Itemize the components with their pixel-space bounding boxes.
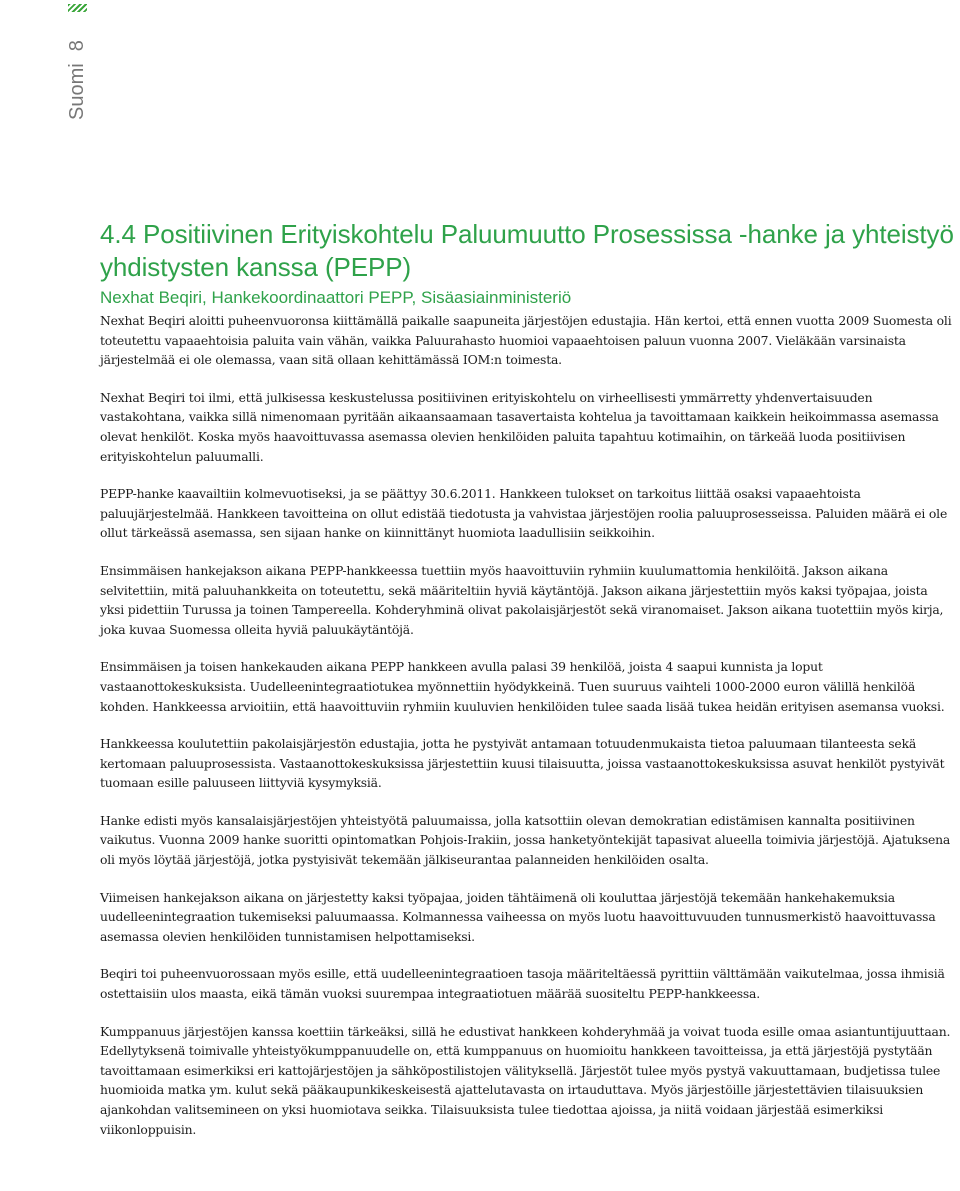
paragraph: PEPP-hanke kaavailtiin kolmevuotiseksi, ja se päättyy 30.6.2011. Hankkeen tulokset on tarkoitus liittää osaksi vapaaehtoista paluujärjestelmää. Hankkeen tavoitteina on ollut edistää tiedotusta ja vahvistaa järjestöjen roolia paluuprosesseissa. Paluiden määrä ei ole ollut tärkeässä asemassa, sen sijaan hanke on kiinnittänyt huomiota laadullisiin seikkoihin. [100,486,948,541]
header-decoration-bar [68,4,87,12]
paragraph: Viimeisen hankejakson aikana on järjestetty kaksi työpajaa, joiden tähtäimenä oli kouluttaa järjestöjä tekemään hankehakemuksia uudelleenintegraation tukemiseksi paluumaassa. Kolmannessa vaiheessa on myös luotu haavoittuvuuden tunnusmerkistö haavoittuvassa asemassa olevien henkilöiden tunnistamisen helpottamiseksi. [100,889,936,944]
section-subtitle: Nexhat Beqiri, Hankekoordinaattori PEPP, Sisäasiainministeriö [100,288,572,307]
paragraph: Kumppanuus järjestöjen kanssa koettiin tärkeäksi, sillä he edustivat hankkeen kohderyhmää ja voivat tuoda esille omaa asiantuntijuuttaan. Edellytyksenä toimivalle yhteistyökumppanuudelle on, että kumppanuus on huomioitu hankkeen tavoitteissa, ja että järjestöjä pystytään tavoittamaan esimerkiksi eri kattojärjestöjen ja sähköpostilistojen välityksellä. Järjestöt tulee myös pystyä vakuuttamaan, budjetissa tulee huomioida matka ym. kulut sekä pääkaupunkikeskeisestä ajattelutavasta on irtauduttava. Myös järjestöille järjestettävien tilaisuuksien ajankohdan valitsemineen on yksi huomiotava seikka. Tilaisuuksista tulee tiedottaa ajoissa, ja niitä voidaan järjestää esimerkiksi viikonloppuisin. [100,1023,951,1137]
paragraph: Hankkeessa koulutettiin pakolaisjärjestön edustajia, jotta he pystyivät antamaan totuudenmukaista tietoa paluumaan tilanteesta sekä kertomaan paluuprosessista. Vastaanottokeskuksissa järjestettiin kuusi tilaisuutta, joissa vastaanottokeskuksissa asuvat henkilöt pystyivät tuomaan esille paluuseen liittyviä kysymyksiä. [100,736,945,791]
paragraph: Hanke edisti myös kansalaisjärjestöjen yhteistyötä paluumaissa, jolla katsottiin olevan demokratian edistämisen kannalta positiivinen vaikutus. Vuonna 2009 hanke suoritti opintomatkan Pohjois-Irakiin, jossa hanketyöntekijät tapasivat alueella toimivia järjestöjä. Ajatuksena oli myös löytää järjestöjä, jotka pystyisivät tekemään jälkiseurantaa palanneiden henkilöiden osalta. [100,812,951,868]
page-header-vertical [66,40,89,120]
article [100,218,954,1157]
language-label: Suomi [66,63,88,120]
paragraph: Beqiri toi puheenvuorossaan myös esille, että uudelleenintegraatioen tasoja määriteltäessä pyrittiin välttämään vaikutelmaa, jossa ihmisiä ostettaisiin ulos maasta, eikä tämän vuoksi suurempaa integraatiotuen määrää suositeltu PEPP-hankkeessa. [100,966,945,1002]
section-title: 4.4 Positiivinen Erityiskohtelu Paluumuutto Prosessissa -hanke ja yhteistyö yhdistysten kanssa (PEPP) [100,219,954,282]
paragraph: Ensimmäisen ja toisen hankekauden aikana PEPP hankkeen avulla palasi 39 henkilöä, joista 4 saapui kunnista ja loput vastaanottokeskuksista. Uudelleenintegraatiotukea myönnettiin hyödykkeinä. Tuen suuruus vaihteli 1000-2000 euron välillä henkilöä kohden. Hankkeessa arvioitiin, että haavoittuviin ryhmiin kuuluvien henkilöiden tulee saada lisää tukea heidän erityisen asemansa vuoksi. [100,659,945,714]
paragraph: Ensimmäisen hankejakson aikana PEPP-hankkeessa tuettiin myös haavoittuviin ryhmiin kuulumattomia henkilöitä. Jakson aikana selvitettiin, mitä paluuhankkeita on toteutettu, sekä määriteltiin hyviä käytäntöjä. Jakson aikana järjestettiin myös kaksi työpajaa, joista yksi pidettiin Turussa ja toinen Tampereella. Kohderyhminä olivat pakolaisjärjestöt sekä viranomaiset. Jakson aikana tuotettiin myös kirja, joka kuvaa Suomessa olleita hyviä paluukäytäntöjä. [100,562,944,637]
page-number: 8 [66,40,88,52]
paragraph: Nexhat Beqiri aloitti puheenvuoronsa kiittämällä paikalle saapuneita järjestöjen edustajia. Hän kertoi, että ennen vuotta 2009 Suomesta oli toteutettu vapaaehtoisia paluita vain vähän, vaikka Paluurahasto huomioi vapaaehtoisen paluun vuonna 2007. Vieläkään varsinaista järjestelmää ei ole olemassa, vaan sitä ollaan kehittämässä IOM:n toimesta. [100,313,952,368]
paragraph: Nexhat Beqiri toi ilmi, että julkisessa keskustelussa positiivinen erityiskohtelu on virheellisesti ymmärretty yhdenvertaisuuden vastakohtana, vaikka sillä nimenomaan pyritään aikaansaamaan tasavertaista kohtelua ja tavoittamaan kaikkein heikoimmassa asemassa olevat henkilöt. Koska myös haavoittuvassa asemassa olevien henkilöiden paluita tapahtuu kotimaihin, on tärkeää luoda positiivisen erityiskohtelun paluumalli. [100,389,939,464]
